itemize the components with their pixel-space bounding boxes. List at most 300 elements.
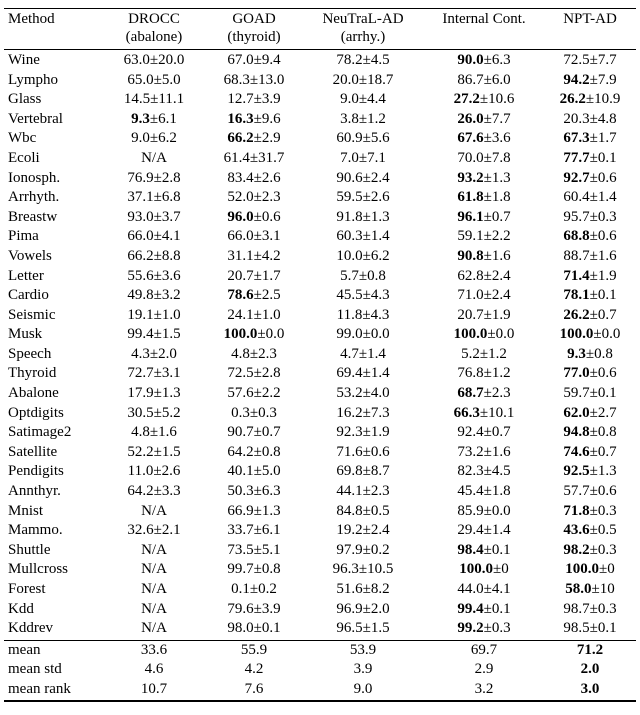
score-cell <box>302 580 424 600</box>
score-std: ±11.1 <box>150 91 185 108</box>
score-std: ±20.0 <box>149 51 185 68</box>
score-std: ±1.3 <box>589 463 617 480</box>
table-row <box>4 188 636 208</box>
dataset-name: mean rank <box>8 680 71 697</box>
table-row <box>4 129 636 149</box>
dataset-name: Mammo. <box>8 522 63 539</box>
score-cell <box>302 462 424 482</box>
score-std: ±0.3 <box>589 600 617 617</box>
score-mean: 90.6 <box>336 169 363 186</box>
score-mean: 62.0 <box>563 404 590 421</box>
score-cell <box>302 345 424 365</box>
score-std: ±0.5 <box>362 502 390 519</box>
score-cell <box>544 680 636 700</box>
score-mean: 10.7 <box>140 680 168 697</box>
score-mean: N/A <box>141 600 167 617</box>
score-mean: 76.9 <box>127 169 154 186</box>
score-mean: 10.0 <box>336 247 363 264</box>
dataset-name: Forest <box>8 581 46 598</box>
score-cell <box>102 208 206 228</box>
score-std: ±6.1 <box>253 522 281 539</box>
score-mean: 100.0 <box>453 326 488 343</box>
score-cell <box>424 188 544 208</box>
score-mean: 72.5 <box>563 51 590 68</box>
score-cell <box>424 462 544 482</box>
score-mean: 9.3 <box>567 345 586 362</box>
score-mean: 59.7 <box>563 385 590 402</box>
table-row <box>4 286 636 306</box>
score-std: ±6.8 <box>153 189 181 206</box>
score-mean: 71.4 <box>563 267 590 284</box>
score-mean: 69.7 <box>470 641 498 658</box>
score-cell <box>544 641 636 661</box>
score-cell <box>302 619 424 639</box>
score-mean: 86.7 <box>457 71 484 88</box>
score-cell <box>302 188 424 208</box>
score-mean: 3.9 <box>353 661 373 678</box>
score-std: ±13.0 <box>249 71 285 88</box>
score-mean: 29.4 <box>457 522 484 539</box>
score-std: ±1.7 <box>589 130 617 147</box>
score-cell <box>206 306 302 326</box>
score-std: ±5.2 <box>153 404 181 421</box>
score-mean: 53.9 <box>349 641 377 658</box>
score-std: ±2.3 <box>483 385 511 402</box>
score-mean: 2.9 <box>474 661 494 678</box>
score-cell <box>302 90 424 110</box>
summary-row <box>4 641 636 661</box>
score-cell <box>544 619 636 639</box>
score-std: ±0.2 <box>249 581 277 598</box>
score-std: ±2.7 <box>589 404 617 421</box>
score-mean: 93.2 <box>457 169 484 186</box>
score-cell <box>302 208 424 228</box>
score-cell <box>206 560 302 580</box>
score-cell <box>302 404 424 424</box>
score-mean: 62.8 <box>457 267 484 284</box>
score-mean: 78.2 <box>336 51 363 68</box>
score-cell <box>102 404 206 424</box>
score-std: ±7.7 <box>589 51 617 68</box>
score-cell <box>424 51 544 71</box>
score-std: ±0.0 <box>593 326 621 343</box>
table-row <box>4 149 636 169</box>
table-row <box>4 580 636 600</box>
score-std: ±2.2 <box>483 228 511 245</box>
score-mean: 57.7 <box>563 483 590 500</box>
score-mean: 7.6 <box>244 680 264 697</box>
score-std: ±0.0 <box>483 502 511 519</box>
dataset-name: Vertebral <box>8 110 63 127</box>
score-cell <box>424 227 544 247</box>
header-sublabel: (abalone) <box>125 28 183 45</box>
score-std: ±0.5 <box>589 522 617 539</box>
score-cell <box>302 286 424 306</box>
score-mean: 72.7 <box>127 365 154 382</box>
dataset-name: Satimage2 <box>8 424 72 441</box>
score-std: ±1.6 <box>589 247 617 264</box>
score-mean: 14.5 <box>123 91 151 108</box>
score-std: ±2.6 <box>362 189 390 206</box>
score-cell <box>302 482 424 502</box>
score-cell <box>206 149 302 169</box>
score-cell <box>102 286 206 306</box>
score-std: ±5.0 <box>153 71 181 88</box>
score-cell <box>424 90 544 110</box>
score-cell <box>544 110 636 130</box>
score-cell <box>206 364 302 384</box>
table-summary <box>4 641 636 701</box>
dataset-name: Wbc <box>8 130 37 147</box>
header-drocc <box>102 11 206 46</box>
score-std: ±6.2 <box>362 247 390 264</box>
score-std: ±4.1 <box>153 228 181 245</box>
score-cell <box>206 521 302 541</box>
score-std: ±2.0 <box>362 600 390 617</box>
score-mean: N/A <box>141 561 167 578</box>
score-cell <box>102 364 206 384</box>
score-mean: 99.2 <box>457 620 484 637</box>
score-std: ±2.9 <box>253 130 281 147</box>
score-cell <box>544 521 636 541</box>
score-cell <box>544 502 636 522</box>
score-cell <box>302 443 424 463</box>
score-cell <box>302 641 424 661</box>
score-std: ±1.2 <box>479 345 507 362</box>
score-cell <box>102 641 206 661</box>
score-std: ±1.8 <box>483 189 511 206</box>
score-cell <box>544 306 636 326</box>
score-cell <box>544 482 636 502</box>
score-std: ±3.9 <box>253 91 281 108</box>
score-cell <box>544 560 636 580</box>
dataset-name: Musk <box>8 326 43 343</box>
score-cell <box>206 502 302 522</box>
dataset-name: Ionosph. <box>8 169 61 186</box>
score-cell <box>544 423 636 443</box>
score-cell <box>206 619 302 639</box>
score-mean: 5.7 <box>340 267 359 284</box>
score-mean: 68.3 <box>223 71 250 88</box>
dataset-name: Kdd <box>8 600 34 617</box>
score-mean: 100.0 <box>459 561 493 578</box>
dataset-name: Ecoli <box>8 149 40 166</box>
score-std: ±0.8 <box>585 345 613 362</box>
header-internal-cont <box>424 11 544 46</box>
score-mean: 16.2 <box>336 404 363 421</box>
score-cell <box>102 384 206 404</box>
score-cell <box>544 364 636 384</box>
score-std: ±2.8 <box>253 365 281 382</box>
score-std: ±6.1 <box>149 110 177 127</box>
score-mean: 20.7 <box>457 306 484 323</box>
score-mean: N/A <box>141 502 167 519</box>
score-cell <box>544 443 636 463</box>
score-cell <box>302 149 424 169</box>
header-label: GOAD <box>232 11 276 28</box>
score-cell <box>544 660 636 680</box>
score-std: ±0.3 <box>483 620 511 637</box>
score-mean: 9.0 <box>340 91 359 108</box>
score-std: ±2.0 <box>149 345 177 362</box>
score-std: ±31.7 <box>249 149 285 166</box>
table-row <box>4 90 636 110</box>
score-std: ±3.1 <box>153 365 181 382</box>
score-cell <box>424 71 544 91</box>
score-mean: 95.7 <box>563 208 590 225</box>
score-cell <box>206 110 302 130</box>
score-std: ±10.6 <box>479 91 515 108</box>
score-std: ±8.2 <box>362 581 390 598</box>
score-cell <box>102 306 206 326</box>
score-std: ±0.8 <box>253 561 281 578</box>
score-mean: 100.0 <box>565 561 599 578</box>
score-std: ±10.1 <box>479 404 515 421</box>
table-row <box>4 443 636 463</box>
score-std: ±2.3 <box>249 345 277 362</box>
score-cell <box>302 502 424 522</box>
score-cell <box>102 110 206 130</box>
score-mean: 68.7 <box>457 385 484 402</box>
header-sublabel: (thyroid) <box>227 28 281 45</box>
score-mean: 44.1 <box>336 483 363 500</box>
score-mean: 65.0 <box>127 71 154 88</box>
score-cell <box>544 384 636 404</box>
score-mean: 55.9 <box>240 641 268 658</box>
score-cell <box>544 580 636 600</box>
score-std: ±18.7 <box>358 71 394 88</box>
score-std: ±0.0 <box>257 326 285 343</box>
score-std: ±0 <box>493 561 509 578</box>
score-std: ±2.3 <box>362 483 390 500</box>
score-cell <box>544 227 636 247</box>
header-label: NeuTraL-AD <box>322 11 404 28</box>
score-std: ±6.2 <box>149 130 177 147</box>
score-cell <box>424 306 544 326</box>
score-std: ±0.6 <box>589 483 617 500</box>
score-cell <box>302 71 424 91</box>
score-cell <box>302 267 424 287</box>
score-cell <box>424 660 544 680</box>
score-cell <box>544 149 636 169</box>
score-mean: 61.4 <box>223 149 250 166</box>
score-mean: 71.8 <box>563 502 590 519</box>
score-std: ±0.1 <box>589 620 617 637</box>
score-std: ±10.5 <box>358 561 394 578</box>
score-std: ±3.2 <box>153 287 181 304</box>
score-cell <box>544 267 636 287</box>
score-cell <box>206 384 302 404</box>
dataset-name: Mullcross <box>8 561 68 578</box>
score-cell <box>424 129 544 149</box>
score-mean: 52.0 <box>227 189 254 206</box>
table-row <box>4 51 636 71</box>
score-mean: 24.1 <box>227 306 254 323</box>
score-cell <box>424 560 544 580</box>
score-mean: 40.1 <box>227 463 254 480</box>
score-mean: 98.7 <box>563 600 590 617</box>
score-std: ±0.1 <box>253 620 281 637</box>
dataset-name: Pima <box>8 228 39 245</box>
score-std: ±2.6 <box>253 169 281 186</box>
score-cell <box>302 247 424 267</box>
score-mean: 16.3 <box>227 110 254 127</box>
score-cell <box>206 90 302 110</box>
score-std: ±1.4 <box>358 345 386 362</box>
score-cell <box>302 680 424 700</box>
score-std: ±3.6 <box>153 267 181 284</box>
score-cell <box>206 462 302 482</box>
dataset-name: Wine <box>8 51 40 68</box>
score-mean: 33.7 <box>227 522 254 539</box>
score-mean: 30.5 <box>127 404 154 421</box>
score-std: ±5.6 <box>362 130 390 147</box>
score-cell <box>302 51 424 71</box>
score-mean: 43.6 <box>563 522 590 539</box>
dataset-name: Kddrev <box>8 620 53 637</box>
score-mean: 11.0 <box>127 463 154 480</box>
score-cell <box>424 404 544 424</box>
table-row <box>4 541 636 561</box>
score-cell <box>544 90 636 110</box>
score-mean: 97.9 <box>336 541 363 558</box>
score-mean: 4.8 <box>131 424 150 441</box>
score-std: ±1.6 <box>149 424 177 441</box>
score-std: ±8.8 <box>153 247 181 264</box>
score-std: ±0.6 <box>253 208 281 225</box>
score-std: ±0.7 <box>253 424 281 441</box>
score-mean: 63.0 <box>123 51 150 68</box>
score-std: ±1.3 <box>483 169 511 186</box>
score-mean: 100.0 <box>223 326 258 343</box>
score-std: ±2.8 <box>153 169 181 186</box>
score-std: ±3.9 <box>253 600 281 617</box>
score-mean: 99.4 <box>457 600 484 617</box>
score-mean: 49.8 <box>127 287 154 304</box>
score-std: ±4.5 <box>483 463 511 480</box>
score-cell <box>544 404 636 424</box>
score-cell <box>206 580 302 600</box>
score-std: ±7.3 <box>362 404 390 421</box>
score-std: ±0.1 <box>483 600 511 617</box>
score-cell <box>102 71 206 91</box>
dataset-name: Optdigits <box>8 404 64 421</box>
score-std: ±1.9 <box>589 267 617 284</box>
score-mean: 88.7 <box>563 247 590 264</box>
score-std: ±1.4 <box>362 228 390 245</box>
score-mean: 4.8 <box>231 345 250 362</box>
table-row <box>4 423 636 443</box>
bottom-rule <box>4 700 636 701</box>
score-cell <box>424 423 544 443</box>
score-mean: 57.6 <box>227 385 254 402</box>
score-cell <box>424 345 544 365</box>
score-mean: 99.7 <box>227 561 254 578</box>
score-std: ±1.9 <box>483 306 511 323</box>
score-cell <box>544 51 636 71</box>
score-mean: 12.7 <box>227 91 254 108</box>
score-cell <box>424 247 544 267</box>
score-std: ±4.3 <box>362 306 390 323</box>
header-neutral-ad <box>302 11 424 46</box>
score-cell <box>206 660 302 680</box>
score-mean: 26.2 <box>563 306 590 323</box>
score-std: ±0.2 <box>362 541 390 558</box>
score-std: ±4.0 <box>362 385 390 402</box>
score-mean: 92.5 <box>563 463 590 480</box>
score-mean: 94.8 <box>563 424 590 441</box>
score-cell <box>424 325 544 345</box>
header-sublabel: (arrhy.) <box>340 28 386 45</box>
score-cell <box>544 247 636 267</box>
score-mean: 92.3 <box>336 424 363 441</box>
score-cell <box>206 169 302 189</box>
score-cell <box>102 169 206 189</box>
score-mean: 92.7 <box>563 169 590 186</box>
table-row <box>4 521 636 541</box>
score-std: ±5.0 <box>253 463 281 480</box>
score-cell <box>424 443 544 463</box>
score-mean: 45.5 <box>336 287 363 304</box>
score-std: ±0.6 <box>362 443 390 460</box>
score-cell <box>302 541 424 561</box>
score-mean: 55.6 <box>127 267 154 284</box>
score-mean: 77.7 <box>563 149 590 166</box>
table-row <box>4 482 636 502</box>
score-mean: 73.2 <box>457 443 484 460</box>
table-row <box>4 560 636 580</box>
score-mean: 96.1 <box>457 208 484 225</box>
score-cell <box>102 619 206 639</box>
score-mean: 3.0 <box>580 680 600 697</box>
score-std: ±1.4 <box>362 365 390 382</box>
summary-row <box>4 680 636 700</box>
score-mean: 0.3 <box>231 404 250 421</box>
score-mean: 78.6 <box>227 287 254 304</box>
score-std: ±1.9 <box>362 424 390 441</box>
score-cell <box>424 364 544 384</box>
score-mean: 73.5 <box>227 541 254 558</box>
score-mean: 94.2 <box>563 71 590 88</box>
header-label: Internal Cont. <box>442 11 526 28</box>
score-cell <box>206 443 302 463</box>
score-mean: 91.8 <box>336 208 363 225</box>
score-std: ±1.5 <box>153 443 181 460</box>
score-mean: 26.0 <box>457 110 484 127</box>
score-std: ±6.0 <box>483 71 511 88</box>
score-std: ±2.5 <box>253 287 281 304</box>
score-mean: 66.3 <box>453 404 480 421</box>
score-std: ±3.6 <box>483 130 511 147</box>
score-std: ±1.8 <box>483 483 511 500</box>
score-cell <box>206 129 302 149</box>
score-mean: 76.8 <box>457 365 484 382</box>
dataset-name: Letter <box>8 267 44 284</box>
score-mean: 11.8 <box>336 306 363 323</box>
score-mean: 98.4 <box>457 541 484 558</box>
score-mean: 71.0 <box>457 287 484 304</box>
score-mean: 96.9 <box>336 600 363 617</box>
score-mean: 58.0 <box>565 581 592 598</box>
score-cell <box>102 680 206 700</box>
score-mean: 20.0 <box>332 71 359 88</box>
score-mean: 4.6 <box>144 661 164 678</box>
score-mean: 79.6 <box>227 600 254 617</box>
score-mean: 31.1 <box>227 247 254 264</box>
score-std: ±2.6 <box>153 463 181 480</box>
score-std: ±0.1 <box>589 385 617 402</box>
score-mean: 84.8 <box>336 502 363 519</box>
